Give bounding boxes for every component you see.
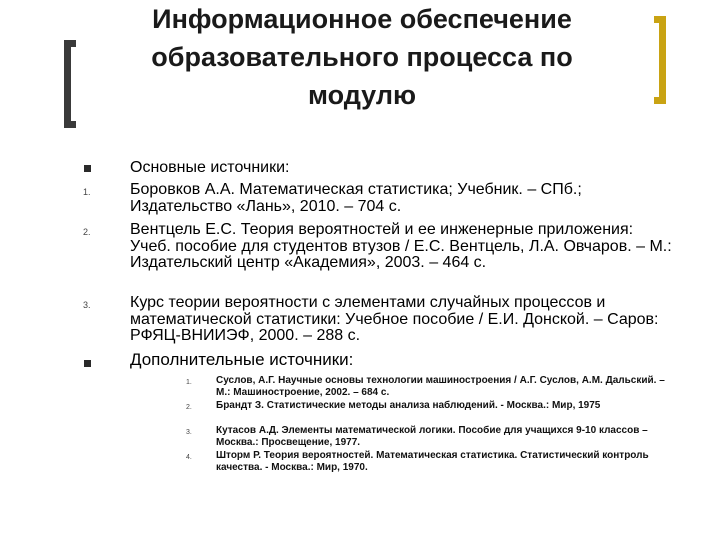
list-item: Боровков А.А. Математическая статистика; Учебник. – СПб.; Издательство «Лань», 2010. – 704 с. xyxy=(130,181,582,215)
right-bracket-decoration xyxy=(654,16,666,104)
bullet-square-icon xyxy=(84,360,91,367)
list-number: 1. xyxy=(83,187,91,197)
left-bracket-decoration xyxy=(64,40,76,128)
sub-list-item: Кутасов А.Д. Элементы математической логики. Пособие для учащихся 9-10 классов – Москва.: Просвещение, 1977. xyxy=(216,425,648,448)
sub-list-item: Суслов, А.Г. Научные основы технологии машиностроения / А.Г. Суслов, А.М. Дальский. – М.: Машиностроение, 2002. – 684 с. xyxy=(216,375,665,398)
list-number: 2. xyxy=(83,227,91,237)
slide-title xyxy=(92,0,632,114)
sub-list-number: 2. xyxy=(186,404,192,411)
sub-list-item: Шторм Р. Теория вероятностей. Математическая статистика. Статистический контроль качества. - Москва.: Мир, 1970. xyxy=(216,450,649,473)
title-line-3: модулю xyxy=(307,80,417,110)
list-number: 3. xyxy=(83,300,91,310)
list-item: Курс теории вероятности с элементами случайных процессов и математической статистики: Учебное пособие / Е.И. Донской. – Саров: РФЯЦ-ВНИИЭФ, 2000. – 288 с. xyxy=(130,294,659,344)
sub-list-number: 1. xyxy=(186,379,192,386)
sub-list-number: 4. xyxy=(186,454,192,461)
main-sources-heading: Основные источники: xyxy=(130,159,290,176)
title-line-2: образовательного процесса по xyxy=(151,42,573,72)
bullet-square-icon xyxy=(84,165,91,172)
list-item: Вентцель Е.С. Теория вероятностей и ее инженерные приложения: Учеб. пособие для студентов втузов / Е.С. Вентцель, Л.А. Овчаров. – М.: Издательский центр «Академия», 2003. – 464 с. xyxy=(130,221,672,271)
additional-sources-heading: Дополнительные источники: xyxy=(130,350,354,369)
sub-list-item: Брандт З. Статистические методы анализа наблюдений. - Москва.: Мир, 1975 xyxy=(216,400,601,411)
title-line-1: Информационное обеспечение xyxy=(152,4,572,34)
sub-list-number: 3. xyxy=(186,429,192,436)
